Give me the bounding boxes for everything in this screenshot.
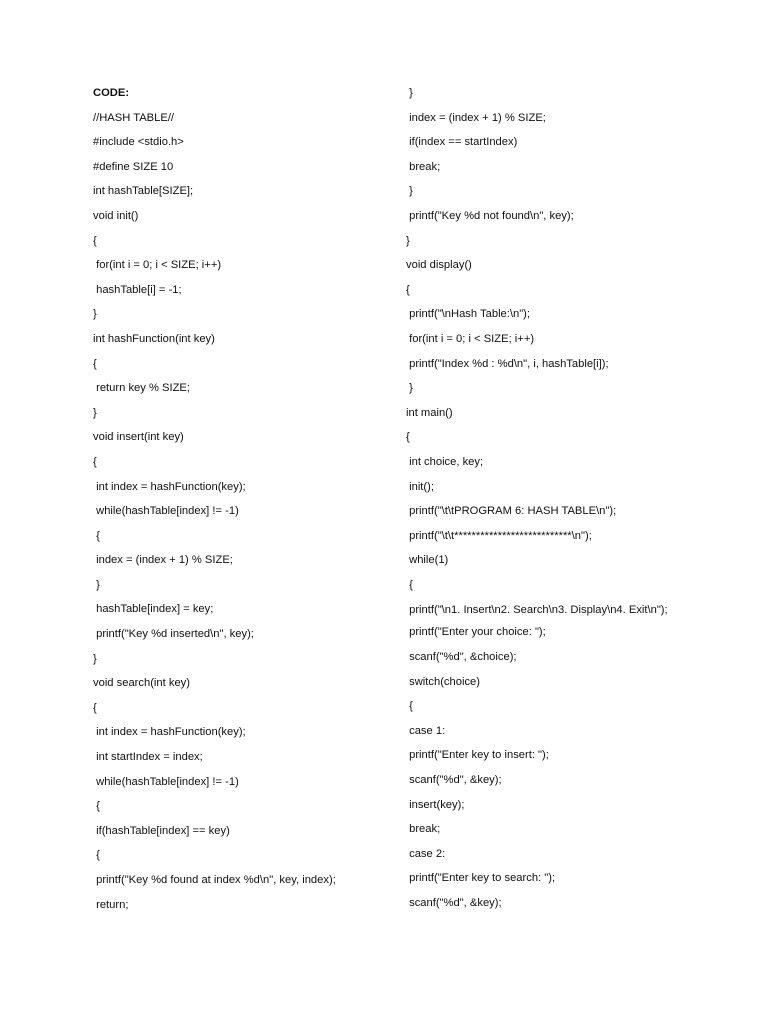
- code-line: break;: [406, 823, 441, 836]
- code-line: {: [93, 849, 100, 862]
- code-line: printf("Enter key to insert: ");: [406, 749, 549, 762]
- code-line: {: [93, 357, 97, 370]
- code-line: printf("Enter your choice: ");: [406, 626, 546, 639]
- code-line: return;: [93, 898, 129, 911]
- code-line: }: [406, 234, 410, 247]
- code-line: #include <stdio.h>: [93, 136, 184, 149]
- code-line: void init(): [93, 209, 139, 222]
- code-line: //HASH TABLE//: [93, 111, 175, 124]
- code-line: int index = hashFunction(key);: [93, 726, 246, 739]
- code-line: printf("\t\t***************************\n");: [406, 529, 592, 542]
- code-line: printf("Key %d not found\n", key);: [406, 209, 574, 222]
- code-line: printf("\t\tPROGRAM 6: HASH TABLE\n");: [406, 505, 617, 518]
- code-line: {: [93, 800, 100, 813]
- code-line: while(hashTable[index] != -1): [93, 505, 239, 518]
- code-line: if(index == startIndex): [406, 136, 518, 149]
- code-line: scanf("%d", &choice);: [406, 651, 517, 664]
- code-line: printf("Enter key to search: ");: [406, 872, 556, 885]
- code-line: hashTable[i] = -1;: [93, 283, 182, 296]
- code-line: void display(): [406, 259, 472, 272]
- code-line: int main(): [406, 406, 453, 419]
- code-line: }: [93, 308, 97, 321]
- code-line: printf("Key %d found at index %d\n", key, index);: [93, 874, 336, 886]
- code-line: {: [406, 578, 413, 591]
- code-line: }: [406, 185, 413, 198]
- code-line: return key % SIZE;: [93, 382, 190, 395]
- code-line: case 2:: [406, 847, 446, 860]
- code-line: case 1:: [406, 724, 446, 737]
- code-line: }: [406, 87, 413, 99]
- code-line: int hashFunction(int key): [93, 332, 215, 345]
- code-line: scanf("%d", &key);: [406, 774, 502, 787]
- code-line: void insert(int key): [93, 431, 184, 444]
- code-line: }: [93, 578, 100, 591]
- code-line: for(int i = 0; i < SIZE; i++): [93, 259, 222, 272]
- code-line: hashTable[index] = key;: [93, 603, 214, 616]
- code-line: #define SIZE 10: [93, 160, 174, 173]
- left-code-column: [93, 87, 388, 923]
- code-line: switch(choice): [406, 675, 480, 688]
- code-heading: CODE:: [93, 87, 130, 99]
- code-line: }: [93, 406, 97, 419]
- code-line: break;: [406, 160, 441, 173]
- code-line: printf("Key %d inserted\n", key);: [93, 628, 254, 641]
- code-line: printf("Index %d : %d\n", i, hashTable[i]);: [406, 357, 609, 370]
- code-line: int startIndex = index;: [93, 751, 203, 764]
- code-line: }: [406, 382, 413, 395]
- code-line: {: [406, 700, 413, 713]
- code-line: init();: [406, 480, 434, 493]
- code-line: {: [93, 529, 100, 542]
- code-line: {: [93, 701, 97, 714]
- code-line: void search(int key): [93, 677, 190, 690]
- code-line: printf("\n1. Insert\n2. Search\n3. Display\n4. Exit\n");: [406, 604, 668, 617]
- code-line: for(int i = 0; i < SIZE; i++): [406, 332, 535, 345]
- code-line: {: [406, 283, 410, 296]
- code-line: int choice, key;: [406, 455, 484, 468]
- code-line: int index = hashFunction(key);: [93, 480, 246, 493]
- code-line: insert(key);: [406, 798, 465, 811]
- right-code-column: [406, 87, 676, 922]
- code-line: index = (index + 1) % SIZE;: [406, 111, 546, 124]
- code-line: printf("\nHash Table:\n");: [406, 308, 531, 321]
- code-line: }: [93, 652, 97, 665]
- code-line: {: [406, 431, 410, 444]
- code-line: int hashTable[SIZE];: [93, 185, 194, 198]
- code-line: index = (index + 1) % SIZE;: [93, 554, 233, 567]
- code-line: while(hashTable[index] != -1): [93, 775, 239, 788]
- code-line: if(hashTable[index] == key): [93, 824, 230, 837]
- code-line: {: [93, 234, 97, 247]
- code-line: {: [93, 455, 97, 468]
- code-line: while(1): [406, 554, 449, 567]
- code-line: scanf("%d", &key);: [406, 897, 502, 909]
